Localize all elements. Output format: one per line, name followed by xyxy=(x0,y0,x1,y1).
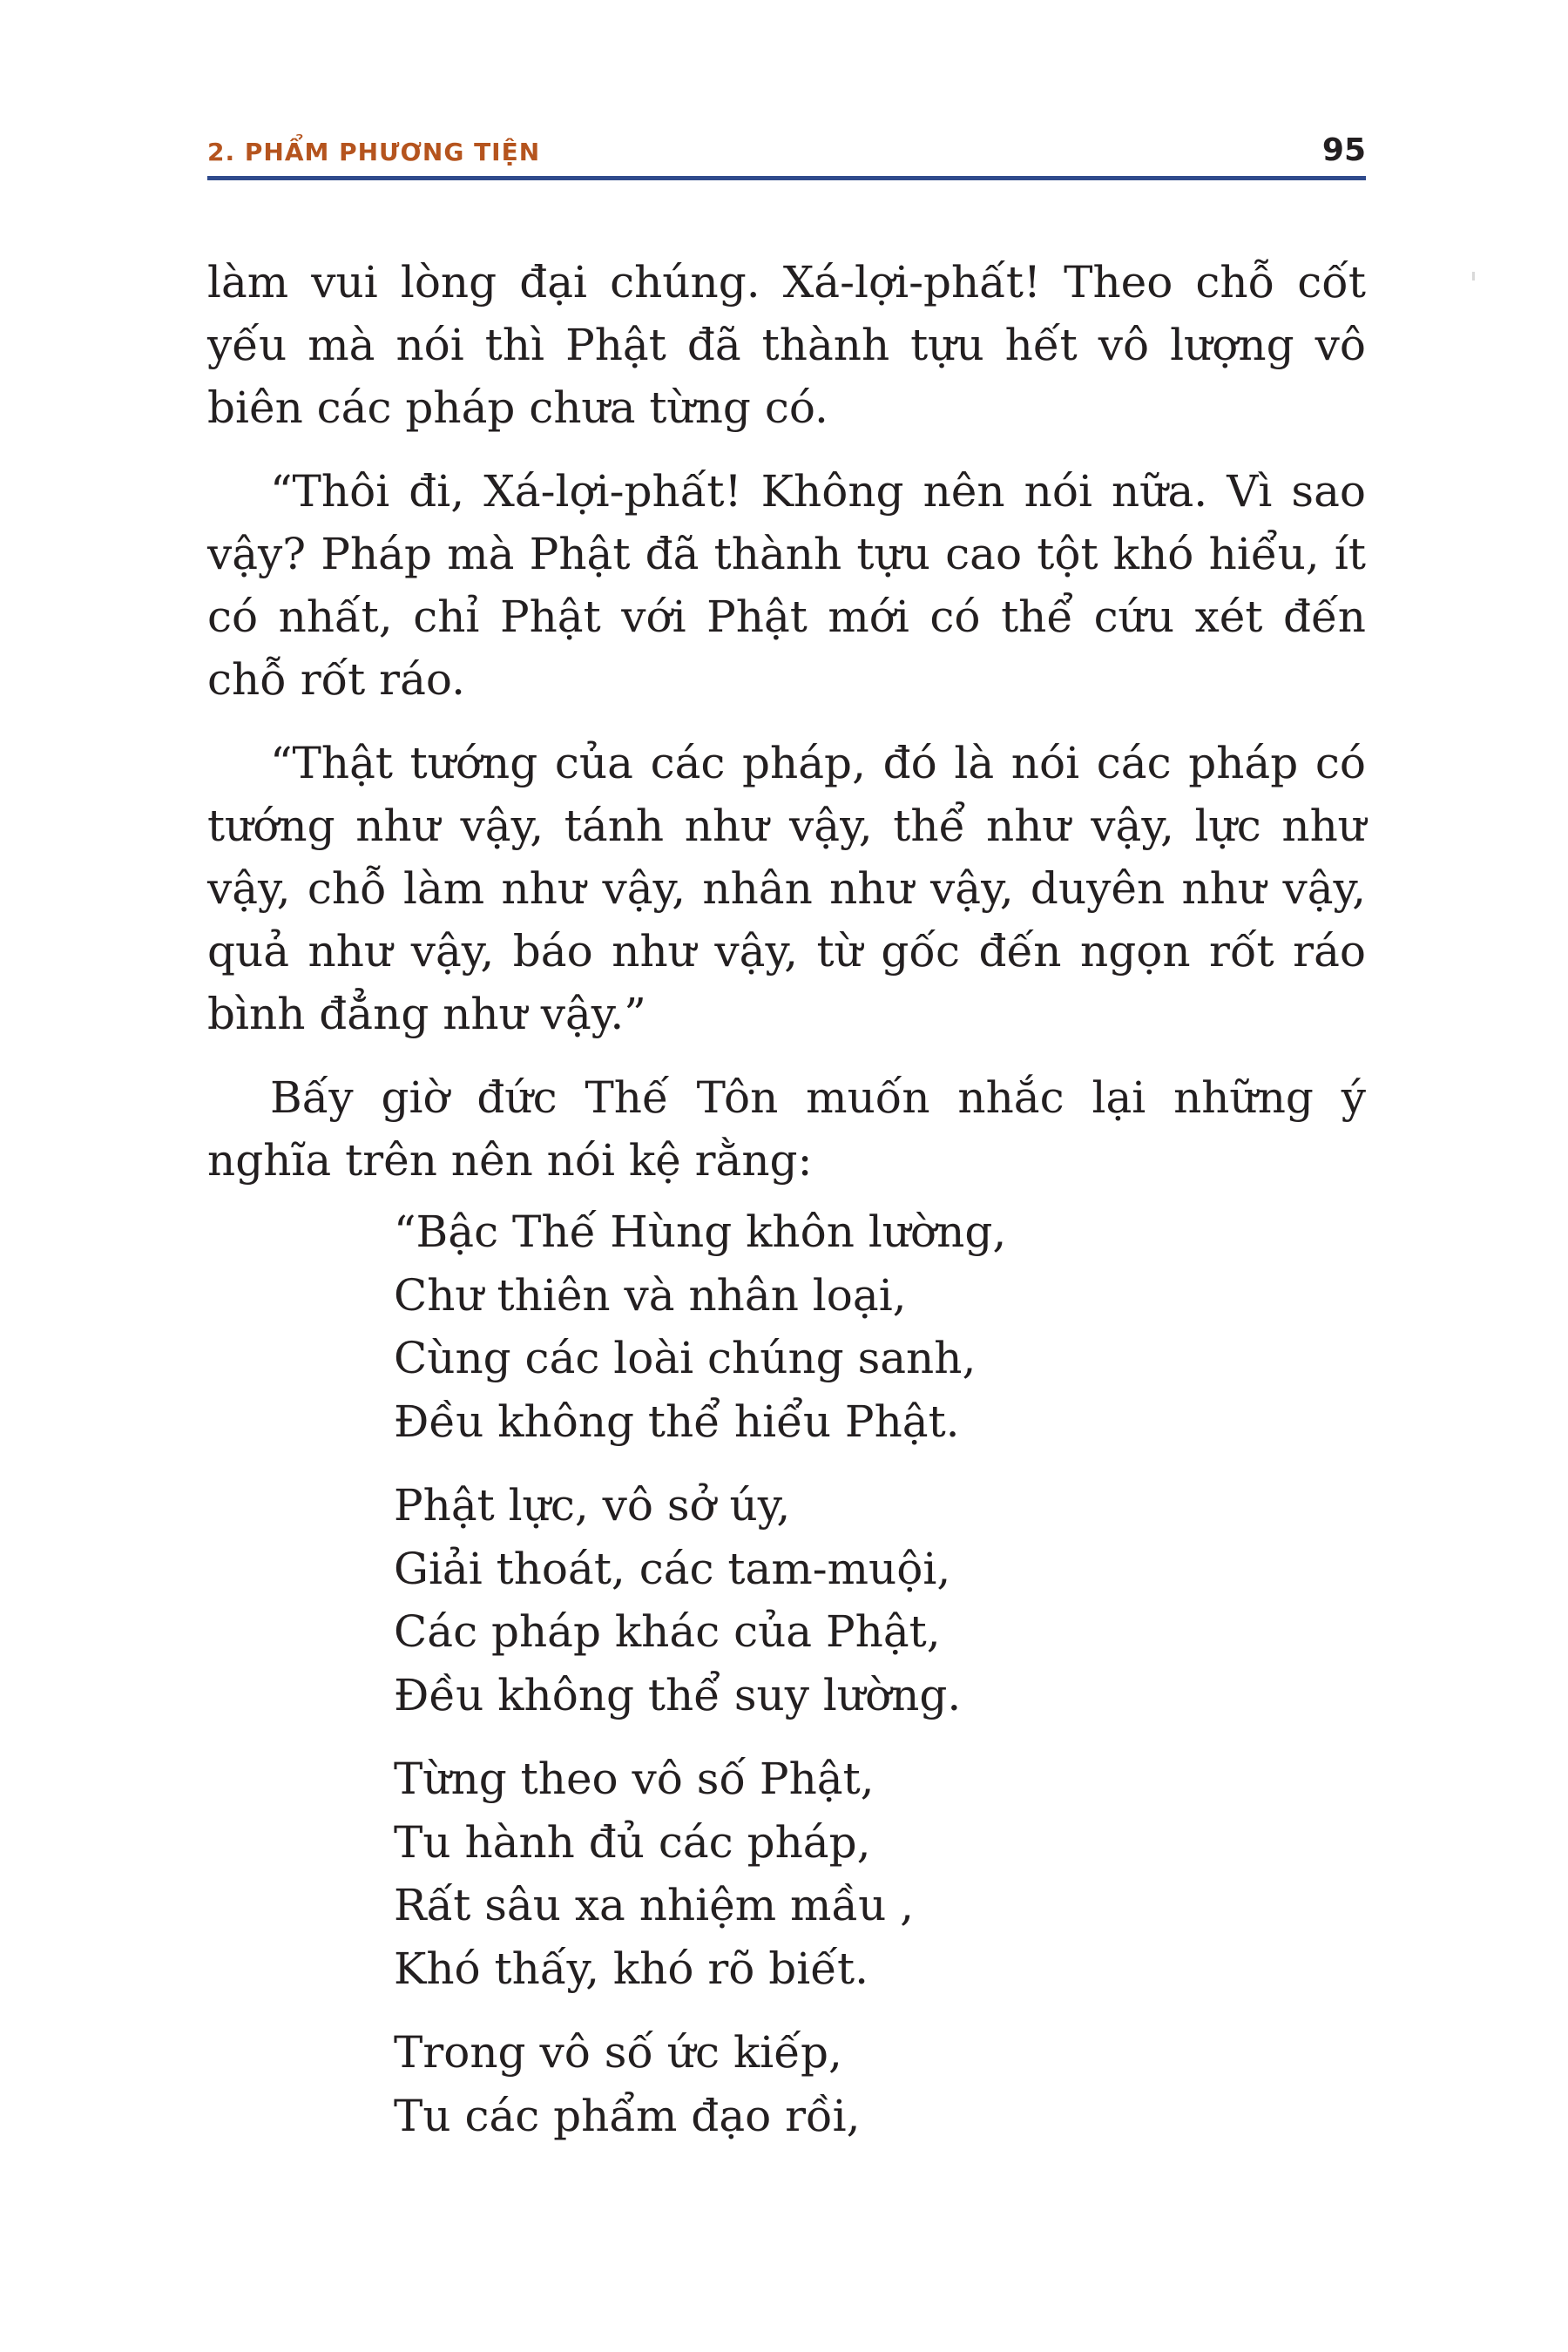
prose-body xyxy=(207,251,1366,1213)
verse-line: Chư thiên và nhân loại, xyxy=(394,1269,907,1321)
verse-block xyxy=(394,1200,1352,2168)
chapter-title: 2. PHẨM PHƯƠNG TIỆN xyxy=(207,138,541,166)
verse-stanza xyxy=(394,1747,1352,2000)
verse-line: Giải thoát, các tam-muội, xyxy=(394,1543,951,1594)
verse-line: Phật lực, vô sở úy, xyxy=(394,1480,791,1531)
running-header xyxy=(207,126,1366,180)
paragraph: làm vui lòng đại chúng. Xá-lợi-phất! Theo chỗ cốt yếu mà nói thì Phật đã thành tựu hết vô lượng vô biên các pháp chưa từng có. xyxy=(207,257,1366,433)
verse-line: Khó thấy, khó rõ biết. xyxy=(394,1943,869,1994)
page-number: 95 xyxy=(1321,132,1366,168)
verse-line: Đều không thể suy lường. xyxy=(394,1669,962,1720)
verse-line: Rất sâu xa nhiệm mầu , xyxy=(394,1880,915,1930)
edge-mark xyxy=(1472,272,1475,280)
paragraph: “Thật tướng của các pháp, đó là nói các pháp có tướng như vậy, tánh như vậy, thể như vậy, lực như vậy, chỗ làm như vậy, nhân như vậy, duyên như vậy, quả như vậy, báo như vậy, từ gốc đến ngọn rốt ráo bình đẳng như vậy.” xyxy=(207,738,1366,1039)
paragraph: Bấy giờ đức Thế Tôn muốn nhắc lại những ý nghĩa trên nên nói kệ rằng: xyxy=(207,1072,1366,1186)
verse-stanza xyxy=(394,2021,1352,2147)
paragraph: “Thôi đi, Xá-lợi-phất! Không nên nói nữa. Vì sao vậy? Pháp mà Phật đã thành tựu cao tột khó hiểu, ít có nhất, chỉ Phật với Phật mới có thể cứu xét đến chỗ rốt ráo. xyxy=(207,466,1366,705)
verse-line: Đều không thể hiểu Phật. xyxy=(394,1396,960,1447)
verse-line: Các pháp khác của Phật, xyxy=(394,1606,941,1657)
verse-line: Trong vô số ức kiếp, xyxy=(394,2027,842,2078)
verse-line: Cùng các loài chúng sanh, xyxy=(394,1333,977,1383)
verse-line: Tu các phẩm đạo rồi, xyxy=(394,2090,861,2141)
verse-stanza xyxy=(394,1200,1352,1453)
verse-line: Tu hành đủ các pháp, xyxy=(394,1816,871,1868)
verse-line: “Bậc Thế Hùng khôn lường, xyxy=(394,1206,1007,1257)
verse-stanza xyxy=(394,1474,1352,1727)
header-rule xyxy=(207,176,1366,180)
verse-line: Từng theo vô số Phật, xyxy=(394,1754,875,1804)
